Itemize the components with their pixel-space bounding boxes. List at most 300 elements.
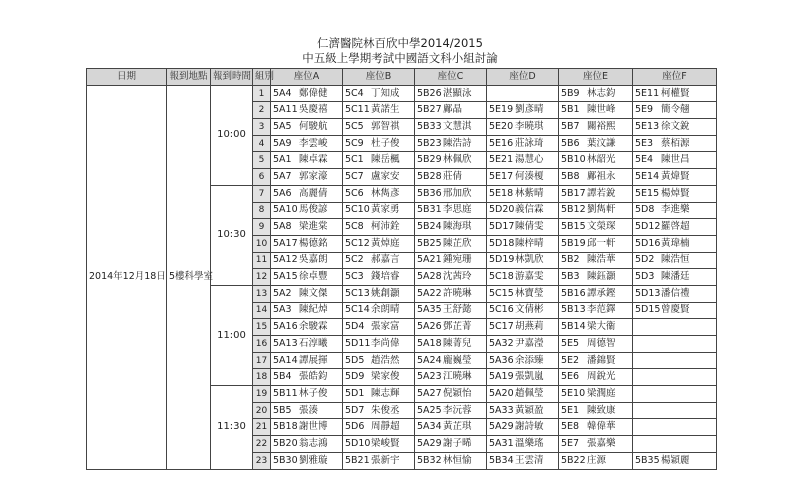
seat-cell [559, 285, 633, 302]
class-number: 5D4 [345, 321, 365, 333]
student-name: 鄺晶 [443, 104, 463, 116]
seat-cell [559, 252, 633, 269]
date-cell: 2014年12月18日 [87, 85, 167, 469]
student-name: 吳慶禧 [299, 104, 328, 116]
seat-cell [559, 235, 633, 252]
class-number: 5D15 [635, 304, 661, 316]
seat-cell [271, 402, 343, 419]
seat-cell [559, 85, 633, 102]
class-number: 5E18 [489, 187, 514, 199]
seat-cell [559, 369, 633, 386]
student-name: 陳世峰 [587, 104, 616, 116]
class-number: 5E17 [489, 170, 514, 182]
seat-cell [559, 302, 633, 319]
seat-cell [559, 119, 633, 136]
class-number: 5B3 [561, 271, 580, 283]
seat-cell [343, 252, 415, 269]
class-number: 5C8 [345, 221, 364, 233]
student-name: 蔡栢源 [661, 137, 690, 149]
student-name: 陳紀焯 [299, 304, 328, 316]
student-name: 余添臻 [515, 354, 544, 366]
seat-cell [271, 352, 343, 369]
seat-cell [633, 219, 717, 236]
seat-cell [271, 202, 343, 219]
student-name: 林子俊 [299, 387, 328, 399]
seat-cell [559, 152, 633, 169]
student-name: 庄源 [587, 454, 607, 466]
seat-cell [633, 386, 717, 403]
student-name: 黃諾生 [371, 104, 400, 116]
seat-cell [487, 85, 559, 102]
class-number: 5A6 [273, 187, 292, 199]
seat-cell [415, 402, 487, 419]
student-name: 潘錦賢 [587, 354, 616, 366]
student-name: 高麗倩 [299, 187, 328, 199]
class-number: 5C11 [345, 104, 370, 116]
class-number: 5A4 [273, 87, 292, 99]
seat-cell [343, 169, 415, 186]
document-subtitle: 中五級上學期考試中國語文科小組討論 [302, 51, 498, 65]
seat-cell [343, 319, 415, 336]
class-number: 5D18 [489, 237, 515, 249]
student-name: 石淳曦 [299, 337, 328, 349]
student-name: 許曉琳 [443, 287, 472, 299]
student-name: 溫樂瑤 [515, 437, 544, 449]
seat-cell [487, 386, 559, 403]
seat-cell [271, 219, 343, 236]
seat-cell [633, 452, 717, 469]
student-name: 鄧芷菁 [443, 321, 472, 333]
group-number-cell: 10 [253, 235, 271, 252]
class-number: 5C17 [489, 321, 514, 333]
student-name: 江曉琳 [443, 371, 472, 383]
class-number: 5B27 [417, 104, 442, 116]
student-name: 李尚偉 [371, 337, 400, 349]
class-number: 5B22 [561, 454, 586, 466]
seat-cell [559, 402, 633, 419]
class-number: 5B17 [561, 187, 586, 199]
class-number: 5A32 [489, 337, 514, 349]
class-number: 5B24 [417, 221, 442, 233]
student-name: 鍾宛珊 [443, 254, 472, 266]
seat-cell [415, 202, 487, 219]
student-name: 陳梓晴 [515, 237, 544, 249]
seat-cell [271, 419, 343, 436]
seat-cell [271, 169, 343, 186]
class-number: 5B32 [417, 454, 442, 466]
student-name: 莊倩 [443, 170, 463, 182]
seat-cell [487, 152, 559, 169]
seat-cell [559, 169, 633, 186]
seat-cell [343, 235, 415, 252]
seat-cell [343, 285, 415, 302]
seat-cell [343, 102, 415, 119]
header-seat-f: 座位F [633, 69, 717, 86]
seat-cell [271, 102, 343, 119]
student-name: 陳浩華 [587, 254, 616, 266]
class-number: 5B6 [561, 137, 580, 149]
seat-cell [271, 152, 343, 169]
group-number-cell: 19 [253, 386, 271, 403]
seat-cell [559, 419, 633, 436]
seat-cell [633, 419, 717, 436]
class-number: 5E1 [561, 404, 580, 416]
place-cell: 5樓科學室 [167, 85, 211, 469]
class-number: 5A3 [273, 304, 292, 316]
class-number: 5A19 [489, 371, 514, 383]
student-name: 柯沛銓 [371, 221, 400, 233]
seat-cell [487, 102, 559, 119]
header-time: 報到時間 [211, 69, 253, 86]
student-name: 李進樂 [661, 204, 690, 216]
class-number: 5A5 [273, 120, 292, 132]
seat-cell [559, 452, 633, 469]
class-number: 5C9 [345, 137, 364, 149]
seat-cell [343, 436, 415, 453]
student-name: 楊焯賢 [661, 187, 690, 199]
group-number-cell: 8 [253, 202, 271, 219]
student-name: 鄺祖永 [587, 170, 616, 182]
class-number: 5E14 [635, 170, 660, 182]
seat-cell [487, 319, 559, 336]
seat-cell [487, 302, 559, 319]
class-number: 5A16 [273, 321, 298, 333]
seat-cell [271, 252, 343, 269]
student-name: 林恒愉 [443, 454, 472, 466]
class-number: 5A20 [489, 387, 514, 399]
class-number: 5B23 [417, 137, 442, 149]
class-number: 5E5 [561, 337, 580, 349]
seat-cell [559, 386, 633, 403]
seat-cell [633, 102, 717, 119]
student-name: 文倩彬 [515, 304, 544, 316]
student-name: 郭智祺 [371, 120, 400, 132]
class-number: 5A21 [417, 254, 442, 266]
header-seat-d: 座位D [487, 69, 559, 86]
seat-cell [343, 302, 415, 319]
class-number: 5B20 [273, 437, 298, 449]
student-name: 關裕熙 [587, 120, 616, 132]
group-number-cell: 4 [253, 135, 271, 152]
seat-cell [415, 436, 487, 453]
student-name: 林寶瑩 [515, 287, 544, 299]
class-number: 5A13 [273, 337, 298, 349]
student-name: 陳致康 [587, 404, 616, 416]
seat-cell [415, 302, 487, 319]
seat-cell [343, 219, 415, 236]
student-name: 王雲清 [515, 454, 544, 466]
seat-cell [415, 169, 487, 186]
student-name: 張凱嵐 [515, 371, 544, 383]
seat-cell [415, 219, 487, 236]
seat-cell [271, 336, 343, 353]
seat-cell [343, 85, 415, 102]
student-name: 周靜超 [371, 421, 400, 433]
seat-cell [487, 169, 559, 186]
student-name: 羅啓超 [661, 221, 690, 233]
class-number: 5D5 [345, 354, 365, 366]
student-name: 譚承鏗 [587, 287, 616, 299]
class-number: 5B12 [561, 204, 586, 216]
student-name: 杜子俊 [371, 137, 400, 149]
class-number: 5B31 [417, 204, 442, 216]
student-name: 朱俊丞 [371, 404, 400, 416]
class-number: 5B19 [561, 237, 586, 249]
group-number-cell: 9 [253, 219, 271, 236]
class-number: 5E3 [635, 137, 654, 149]
student-name: 陳志輝 [371, 387, 400, 399]
class-number: 5B36 [417, 187, 442, 199]
student-name: 張皓鈞 [299, 371, 328, 383]
class-number: 5A9 [273, 137, 292, 149]
time-slot-cell: 11:30 [211, 386, 253, 469]
seat-cell [633, 269, 717, 286]
class-number: 5B1 [561, 104, 580, 116]
class-number: 5C5 [345, 120, 364, 132]
class-number: 5E6 [561, 371, 580, 383]
student-name: 黃穎盈 [515, 404, 544, 416]
time-slot-cell: 10:30 [211, 185, 253, 285]
group-number-cell: 20 [253, 402, 271, 419]
seat-cell [633, 202, 717, 219]
seat-cell [559, 219, 633, 236]
seat-cell [633, 352, 717, 369]
student-name: 余朗晴 [371, 304, 400, 316]
seat-cell [271, 369, 343, 386]
header-row [87, 69, 717, 86]
group-number-cell: 1 [253, 85, 271, 102]
student-name: 譚展揮 [299, 354, 328, 366]
class-number: 5C10 [345, 204, 370, 216]
class-number: 5D17 [489, 221, 515, 233]
class-number: 5C3 [345, 271, 364, 283]
class-number: 5A35 [417, 304, 442, 316]
class-number: 5A25 [417, 404, 442, 416]
header-date: 日期 [87, 69, 167, 86]
class-number: 5C12 [345, 237, 370, 249]
class-number: 5C13 [345, 287, 370, 299]
student-name: 劉雅璇 [299, 454, 328, 466]
student-name: 陳世昌 [661, 154, 690, 166]
class-number: 5A14 [273, 354, 298, 366]
class-number: 5A29 [489, 421, 514, 433]
seat-cell [487, 252, 559, 269]
seat-cell [487, 119, 559, 136]
student-name: 義信霖 [515, 204, 544, 216]
student-name: 龐巍瑩 [443, 354, 472, 366]
student-name: 黃煒賢 [661, 170, 690, 182]
student-name: 黃焯庭 [371, 237, 400, 249]
student-name: 周銳光 [587, 371, 616, 383]
class-number: 5A29 [417, 437, 442, 449]
class-number: 5A33 [489, 404, 514, 416]
class-number: 5B21 [345, 454, 370, 466]
student-name: 吳嘉朗 [299, 254, 328, 266]
class-number: 5A15 [273, 271, 298, 283]
class-number: 5E13 [635, 120, 660, 132]
group-number-cell: 22 [253, 436, 271, 453]
class-number: 5A8 [273, 221, 292, 233]
header-place: 報到地點 [167, 69, 211, 86]
seat-cell [487, 336, 559, 353]
student-name: 姚創灝 [371, 287, 400, 299]
class-number: 5D13 [635, 287, 661, 299]
class-number: 5D6 [345, 421, 365, 433]
student-name: 梁大衞 [587, 321, 616, 333]
student-name: 陳岳楓 [371, 154, 400, 166]
seat-cell [487, 185, 559, 202]
class-number: 5B26 [417, 87, 442, 99]
seat-cell [343, 386, 415, 403]
class-number: 5D8 [635, 204, 655, 216]
class-number: 5A22 [417, 287, 442, 299]
class-number: 5B35 [635, 454, 660, 466]
seat-cell [343, 336, 415, 353]
class-number: 5D7 [345, 404, 365, 416]
seat-cell [415, 135, 487, 152]
student-name: 黃瑋楠 [661, 237, 690, 249]
student-name: 丁知成 [371, 87, 400, 99]
student-name: 陳菁兒 [443, 337, 472, 349]
seat-cell [487, 269, 559, 286]
class-number: 5C7 [345, 170, 364, 182]
class-number: 5B33 [417, 120, 442, 132]
class-number: 5B8 [561, 170, 580, 182]
seat-cell [487, 369, 559, 386]
seat-cell [633, 119, 717, 136]
student-name: 葉汶謙 [587, 137, 616, 149]
group-number-cell: 2 [253, 102, 271, 119]
class-number: 5A2 [273, 287, 292, 299]
seat-cell [559, 185, 633, 202]
class-number: 5E7 [561, 437, 580, 449]
class-number: 5A12 [273, 254, 298, 266]
student-name: 何湊榎 [515, 170, 544, 182]
student-name: 謝世博 [299, 421, 328, 433]
seat-cell [271, 386, 343, 403]
class-number: 5C6 [345, 187, 364, 199]
seat-cell [633, 252, 717, 269]
class-number: 5B9 [561, 87, 580, 99]
seat-cell [415, 369, 487, 386]
class-number: 5A27 [417, 387, 442, 399]
student-name: 黃芷琪 [443, 421, 472, 433]
seat-cell [343, 269, 415, 286]
student-name: 梁家俊 [371, 371, 400, 383]
class-number: 5A34 [417, 421, 442, 433]
student-name: 趙浩然 [371, 354, 400, 366]
class-number: 5A10 [273, 204, 298, 216]
student-name: 劉雋軒 [587, 204, 616, 216]
class-number: 5B10 [561, 154, 586, 166]
seat-cell [343, 369, 415, 386]
seat-cell [415, 269, 487, 286]
student-name: 韓偉華 [587, 421, 616, 433]
group-number-cell: 7 [253, 185, 271, 202]
time-slot-cell: 10:00 [211, 85, 253, 185]
header-seat-b: 座位B [343, 69, 415, 86]
class-number: 5E19 [489, 104, 514, 116]
student-name: 邱一軒 [587, 237, 616, 249]
seat-cell [271, 452, 343, 469]
seat-cell [415, 152, 487, 169]
seat-cell [559, 352, 633, 369]
seat-cell [487, 235, 559, 252]
student-name: 趙佩瑩 [515, 387, 544, 399]
student-name: 張嘉樂 [587, 437, 616, 449]
class-number: 5B11 [273, 387, 298, 399]
student-name: 林志鈞 [587, 87, 616, 99]
header-seat-e: 座位E [559, 69, 633, 86]
student-name: 何駿航 [299, 120, 328, 132]
student-name: 張家富 [371, 321, 400, 333]
student-name: 鄭偉健 [299, 87, 328, 99]
seat-cell [487, 219, 559, 236]
seat-cell [343, 119, 415, 136]
seat-cell [559, 436, 633, 453]
class-number: 5B4 [273, 371, 292, 383]
class-number: 5C2 [345, 254, 364, 266]
class-number: 5E9 [635, 104, 654, 116]
seat-cell [415, 419, 487, 436]
group-number-cell: 17 [253, 352, 271, 369]
student-name: 陳倩雯 [515, 221, 544, 233]
student-name: 陳卓霖 [299, 154, 328, 166]
student-name: 譚若銳 [587, 187, 616, 199]
seat-cell [343, 419, 415, 436]
student-name: 簡令翹 [661, 104, 690, 116]
class-number: 5D3 [635, 271, 655, 283]
class-number: 5B34 [489, 454, 514, 466]
class-number: 5B29 [417, 154, 442, 166]
seat-cell [343, 352, 415, 369]
class-number: 5B28 [417, 170, 442, 182]
class-number: 5A23 [417, 371, 442, 383]
student-name: 楊德銘 [299, 237, 328, 249]
class-number: 5B13 [561, 304, 586, 316]
class-number: 5E10 [561, 387, 586, 399]
seat-cell [343, 135, 415, 152]
class-number: 5B5 [273, 404, 292, 416]
seat-cell [271, 185, 343, 202]
seat-cell [633, 152, 717, 169]
student-name: 李范鐸 [587, 304, 616, 316]
class-number: 5E2 [561, 354, 580, 366]
student-name: 倪穎怡 [443, 387, 472, 399]
seat-cell [487, 202, 559, 219]
class-number: 5D10 [345, 437, 371, 449]
seat-cell [343, 402, 415, 419]
class-number: 5B16 [561, 287, 586, 299]
student-name: 陳浩恒 [661, 254, 690, 266]
student-name: 劉彥晴 [515, 104, 544, 116]
seat-cell [271, 235, 343, 252]
document-title: 仁濟醫院林百欣中學2014/2015 [317, 36, 483, 50]
seat-cell [415, 252, 487, 269]
seat-cell [633, 185, 717, 202]
student-name: 錢培睿 [371, 271, 400, 283]
student-name: 曾慶賢 [661, 304, 690, 316]
student-name: 張湊 [299, 404, 319, 416]
class-number: 5D2 [635, 254, 655, 266]
seat-cell [271, 269, 343, 286]
class-number: 5E16 [489, 137, 514, 149]
seat-cell [415, 119, 487, 136]
student-name: 盧家安 [371, 170, 400, 182]
seat-cell [415, 85, 487, 102]
seat-cell [633, 319, 717, 336]
group-number-cell: 18 [253, 369, 271, 386]
